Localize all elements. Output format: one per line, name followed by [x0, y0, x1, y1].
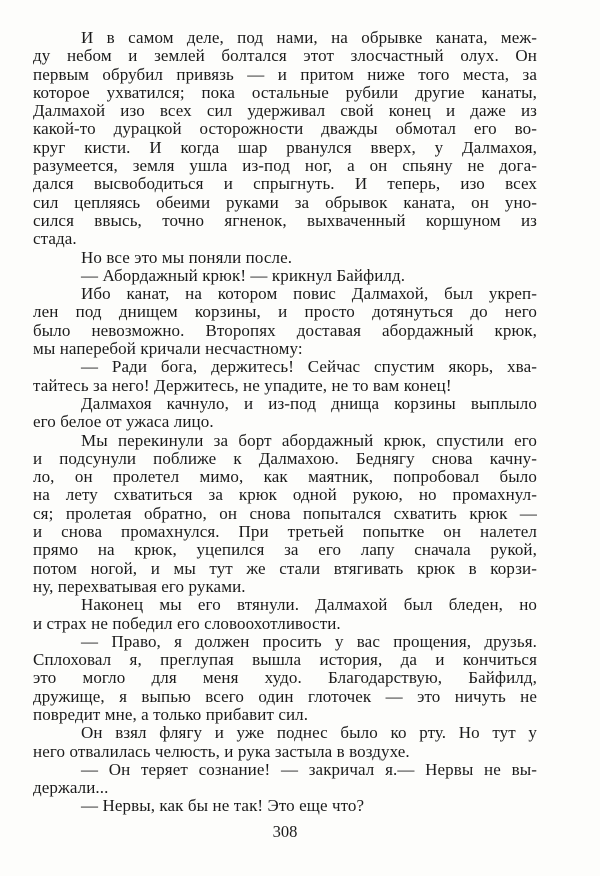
text-line: И в самом деле, под нами, на обрывке каната, меж- — [81, 29, 537, 47]
text-line: и страх не победил его словоохотливости. — [33, 614, 341, 633]
text-line: ну, перехватывая его руками. — [33, 577, 246, 596]
text-line: и снова промахнулся. При третьей попытке он налетел — [33, 523, 537, 542]
paragraph — [33, 285, 537, 358]
text-line: ло, он пролетел мимо, как маятник, попробовал было — [33, 468, 537, 487]
paragraph — [33, 797, 537, 815]
text-line: — Право, я должен просить у вас прощения, друзья. — [81, 632, 537, 651]
paragraph — [33, 724, 537, 761]
text-line: дался высвободиться и спрыгнуть. И теперь, изо всех — [33, 175, 537, 194]
text-line: повредит мне, а только прибавит сил. — [33, 705, 309, 724]
text-line: это могло для меня худо. Благодарствую, Байфилд, — [33, 669, 537, 688]
text-line: сился ввысь, точно ягненок, выхваченный коршуном из — [33, 211, 537, 230]
text-line: — Абордажный крюк! — крикнул Байфилд. — [81, 266, 406, 285]
text-line: ся; пролетая обратно, он снова попытался схватить крюк — — [33, 504, 537, 523]
text-line: Сплоховал я, преглупая вышла история, да и кончиться — [33, 651, 537, 670]
text-line: стада. — [33, 230, 77, 249]
text-line: — Ради бога, держитесь! Сейчас спустим якорь, хва- — [81, 358, 537, 377]
text-line: которое ухватился; пока остальные рубили другие канаты, — [33, 83, 537, 102]
text-line: на лету схватиться за крюк одной рукою, но промахнул- — [33, 486, 537, 505]
text-block — [33, 29, 537, 816]
paragraph — [33, 267, 537, 285]
text-line: дружище, я выпью всего один глоточек — это ничуть не — [33, 687, 537, 706]
text-line: Далмахой изо всех сил удерживал свой конец и даже из — [33, 102, 537, 121]
text-line: прямо на крюк, уцепился за его лапу сначала рукой, — [33, 541, 537, 560]
text-line: Наконец мы его втянули. Далмахой был бледен, но — [81, 596, 537, 615]
text-line: Далмахоя качнуло, и из-под днища корзины выплыло — [81, 394, 537, 413]
text-line: лен под днищем корзины, и просто дотянуться до него — [33, 303, 537, 322]
text-line: держали... — [33, 779, 109, 798]
text-line: его белое от ужаса лицо. — [33, 413, 214, 432]
text-line: Ибо канат, на котором повис Далмахой, был укреп- — [81, 285, 537, 304]
text-line: тайтесь за него! Держитесь, не упадите, не то вам конец! — [33, 376, 452, 395]
text-line: — Нервы, как бы не так! Это еще что? — [81, 797, 365, 816]
paragraph — [33, 432, 537, 597]
text-line: — Он теряет сознание! — закричал я.— Нервы не вы- — [81, 760, 537, 779]
text-line: первым обрубил привязь — и притом ниже того места, за — [33, 65, 537, 84]
paragraph — [33, 633, 537, 724]
text-line: мы наперебой кричали несчастному: — [33, 340, 303, 359]
text-line: какой-то дурацкой осторожности дважды обмотал его во- — [33, 120, 537, 139]
text-line: Но все это мы поняли после. — [81, 248, 293, 267]
paragraph — [33, 358, 537, 395]
paragraph — [33, 761, 537, 798]
text-line: сил цепляясь обеими руками за обрывок каната, он уно- — [33, 193, 537, 212]
text-line: Он взял флягу и уже поднес было ко рту. Но тут у — [81, 724, 537, 743]
text-line: Мы перекинули за борт абордажный крюк, спустили его — [81, 431, 537, 450]
text-line: него отвалилась челюсть, и рука застыла в воздухе. — [33, 742, 410, 761]
text-line: и подсунули поближе к Далмахою. Беднягу снова качну- — [33, 449, 537, 468]
page-number: 308 — [272, 822, 298, 841]
paragraph — [33, 596, 537, 633]
text-line: было невозможно. Второпях доставая абордажный крюк, — [33, 321, 537, 340]
text-line: разумеется, земля ушла из-под ног, а он спьяну не дога- — [33, 157, 537, 176]
paragraph — [33, 249, 537, 267]
text-line: круг кисти. И когда шар рванулся вверх, у Далмахоя, — [33, 138, 537, 157]
paragraph — [33, 29, 537, 249]
text-line: ду небом и землей болтался этот злосчастный олух. Он — [33, 47, 537, 66]
text-line: потом ногой, и мы тут же стали втягивать крюк в корзи- — [33, 559, 537, 578]
paragraph — [33, 395, 537, 432]
